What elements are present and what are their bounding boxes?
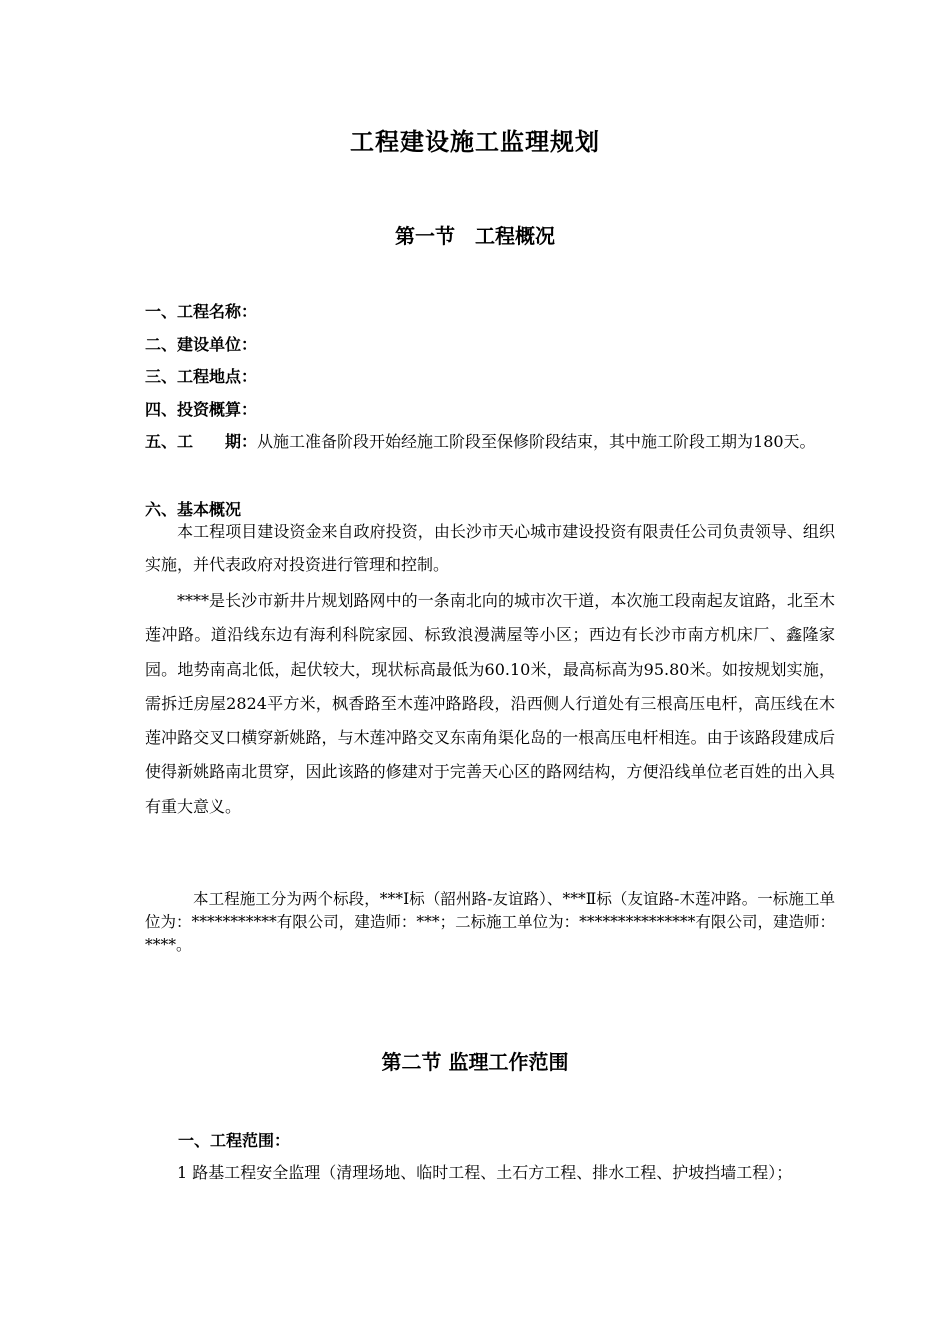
item-duration: [145, 425, 835, 459]
item-label: 三、工程地点：: [145, 367, 258, 386]
scope-item-1: [145, 1156, 835, 1189]
scope-item-1-text: 1 路基工程安全监理（清理场地、临时工程、土石方工程、排水工程、护坡挡墙工程）；: [177, 1163, 793, 1182]
paragraph-sections: [145, 888, 835, 957]
section-1-heading: 第一节 工程概况: [395, 224, 555, 248]
paragraph-funding-text: 本工程项目建设资金来自政府投资，由长沙市天心城市建设投资有限责任公司负责领导、组织实施，并代表政府对投资进行管理和控制。: [145, 522, 835, 574]
item-budget: [145, 400, 257, 420]
item-text: 从施工准备阶段开始经施工阶段至保修阶段结束，其中施工阶段工期为180天。: [257, 432, 816, 451]
paragraph-road-overview: [145, 584, 835, 824]
item-location: [145, 367, 257, 387]
paragraph-funding: [145, 515, 835, 581]
section-2-heading: 第二节 监理工作范围: [381, 1050, 569, 1074]
item-label: 四、投资概算：: [145, 400, 258, 419]
document-title: 工程建设施工监理规划: [350, 128, 600, 156]
paragraph-road-overview-text: ****是长沙市新井片规划路网中的一条南北向的城市次干道，本次施工段南起友谊路，北至木莲冲路。道沿线东边有海利科院家园、标致浪漫满屋等小区；西边有长沙市南方机床厂、鑫隆家园。地势南高北低，起伏较大，现状标高最低为60.10米，最高标高为95.80米。如按规划实施，需拆迁房屋2824平方米，枫香路至木莲冲路路段，沿西侧人行道处有三根高压电杆，高压线在木莲冲路交叉口横穿新姚路，与木莲冲路交叉东南角渠化岛的一根高压电杆相连。由于该路段建成后使得新姚路南北贯穿，因此该路的修建对于完善天心区的路网结构，方便沿线单位老百姓的出入具有重大意义。: [145, 591, 835, 816]
paragraph-sections-text: 本工程施工分为两个标段，***Ⅰ标（韶州路-友谊路）、***Ⅱ标（友谊路-木莲冲路。一标施工单位为：***********有限公司，建造师：***；二标施工单位为：***************有限公司，建造师：****。: [145, 890, 835, 954]
item-label: 五、工 期：: [145, 432, 258, 451]
basic-overview-label-text: 六、基本概况: [145, 500, 242, 519]
item-label: 一、工程名称：: [145, 302, 258, 321]
scope-heading: 一、工程范围：: [178, 1131, 291, 1150]
item-label: 二、建设单位：: [145, 335, 258, 354]
item-project-name: [145, 302, 257, 322]
item-owner: [145, 335, 257, 355]
